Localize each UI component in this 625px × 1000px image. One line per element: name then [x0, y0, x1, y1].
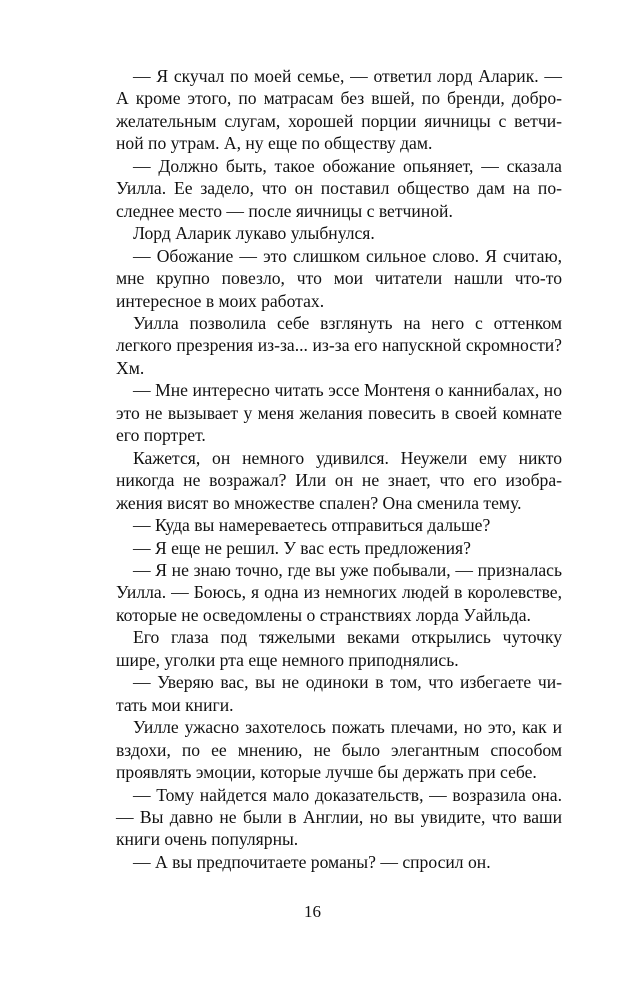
paragraph: — Я не знаю точно, где вы уже побывали, — призналась Уилла. — Боюсь, я одна из немногих людей в королевстве, которые не осведомлены о странствиях лорда Уайльда.: [116, 559, 562, 625]
paragraph: Уилле ужасно захотелось пожать плечами, но это, как и вздохи, по ее мнению, не было элегантным способом проявлять эмоции, которые лучше бы держать при себе.: [116, 717, 562, 783]
paragraph: — Куда вы намереваетесь отправиться дальше?: [133, 515, 491, 536]
paragraph: — Уверяю вас, вы не одиноки в том, что избегаете читать мои книги.: [116, 672, 562, 715]
paragraph: — Обожание — это слишком сильное слово. Я считаю, мне крупно повезло, что мои читатели нашли что-то интересное в моих работах.: [116, 245, 562, 311]
paragraph: — Я скучал по моей семье, — ответил лорд Аларик. — А кроме этого, по матрасам без вшей, по бренди, доброжелательным слугам, хорошей порции яичницы с ветчиной по утрам. А, ну еще по обществу дам.: [116, 66, 562, 154]
paragraph: — А вы предпочитаете романы? — спросил он.: [133, 851, 491, 872]
paragraph: — Должно быть, такое обожание опьяняет, — сказала Уилла. Ее задело, что он поставил общество дам на последнее место — после яичницы с ветчиной.: [116, 155, 562, 221]
paragraph: Его глаза под тяжелыми веками открылись чуточку шире, уголки рта еще немного приподнялись.: [116, 627, 562, 670]
paragraph: Кажется, он немного удивился. Неужели ему никто никогда не возражал? Или он не знает, что его изображения висят во множестве спален? Она сменила тему.: [116, 447, 562, 513]
paragraph: — Я еще не решил. У вас есть предложения?: [133, 537, 471, 558]
page-number: 16: [304, 902, 321, 921]
paragraph: — Тому найдется мало доказательств, — возразила она. — Вы давно не были в Англии, но вы увидите, что ваши книги очень популярны.: [116, 784, 562, 850]
body-text: [116, 65, 562, 873]
paragraph: — Мне интересно читать эссе Монтеня о каннибалах, но это не вызывает у меня желания повесить в своей комнате его портрет.: [116, 380, 562, 446]
paragraph: Лорд Аларик лукаво улыбнулся.: [133, 223, 375, 244]
paragraph: Уилла позволила себе взглянуть на него с оттенком легкого презрения из-за... из-за его напускной скромности? Хм.: [116, 312, 562, 378]
